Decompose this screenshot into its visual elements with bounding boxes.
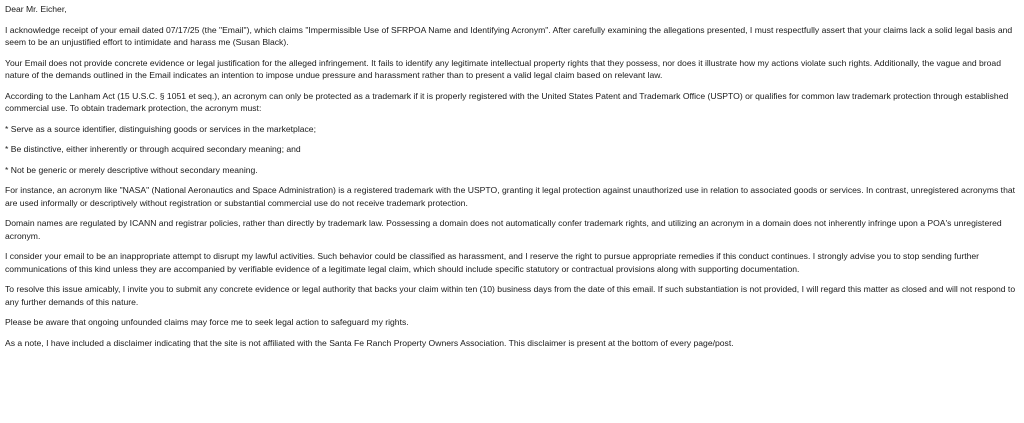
paragraph-resolution: To resolve this issue amicably, I invite you to submit any concrete evidence or legal authority that backs your claim within ten (10) business days from the date of this email. If such substantiation is not provided, I will regard this matter as closed and will not respond to any further demands of this nature. [5, 284, 1016, 307]
paragraph-disclaimer-note: As a note, I have included a disclaimer indicating that the site is not affiliated with the Santa Fe Ranch Property Owners Association. This disclaimer is present at the bottom of every page/post. [5, 337, 734, 348]
paragraph-harassment: I consider your email to be an inappropriate attempt to disrupt my lawful activities. Such behavior could be classified as harassment, and I reserve the right to pursue appropriate remedies if this conduct continues. I strongly advise you to stop sending further communications of this kind unless they are accompanied by verifiable evidence of a legitimate legal claim, which should include specific statutory or contractual provisions along with supporting documentation. [5, 251, 979, 274]
bullet-source-identifier: * Serve as a source identifier, distinguishing goods or services in the marketplace; [5, 123, 316, 134]
paragraph-domain-names: Domain names are regulated by ICANN and registrar policies, rather than directly by trademark law. Possessing a domain does not automatically confer trademark rights, and utilizing an acronym in a domain does not inherently infringe upon a POA's unregistered acronym. [5, 218, 1002, 241]
paragraph-receipt: I acknowledge receipt of your email dated 07/17/25 (the "Email"), which claims "Impermissible Use of SFRPOA Name and Identifying Acronym". After carefully examining the allegations presented, I must respectfully assert that your claims lack a solid legal basis and seem to be an unjustified effort to intimidate and harass me (Susan Black). [5, 24, 1013, 47]
paragraph-no-evidence: Your Email does not provide concrete evidence or legal justification for the alleged infringement. It fails to identify any legitimate intellectual property rights that they possess, nor does it illustrate how my actions violate such rights. Additionally, the vague and broad nature of the demands outlined in the Email indicates an intention to impose undue pressure and harassment rather than to present a valid legal claim based on relevant law. [5, 57, 1001, 80]
bullet-not-generic: * Not be generic or merely descriptive without secondary meaning. [5, 164, 258, 175]
bullet-distinctive: * Be distinctive, either inherently or through acquired secondary meaning; and [5, 144, 301, 155]
paragraph-nasa-example: For instance, an acronym like "NASA" (National Aeronautics and Space Administration) is a registered trademark with the USPTO, granting it legal protection against unauthorized use in relation to associated goods or services. In contrast, unregistered acronyms that are used informally or descriptively without registration or substantial commercial use do not receive trademark protection. [5, 185, 1016, 208]
paragraph-legal-action: Please be aware that ongoing unfounded claims may force me to seek legal action to safeguard my rights. [5, 317, 409, 328]
paragraph-lanham-act: According to the Lanham Act (15 U.S.C. § 1051 et seq.), an acronym can only be protected as a trademark if it is properly registered with the United States Patent and Trademark Office (USPTO) or qualifies for common law trademark protection through established commercial use. To obtain trademark protection, the acronym must: [5, 90, 1009, 113]
greeting: Dear Mr. Eicher, [5, 4, 67, 14]
